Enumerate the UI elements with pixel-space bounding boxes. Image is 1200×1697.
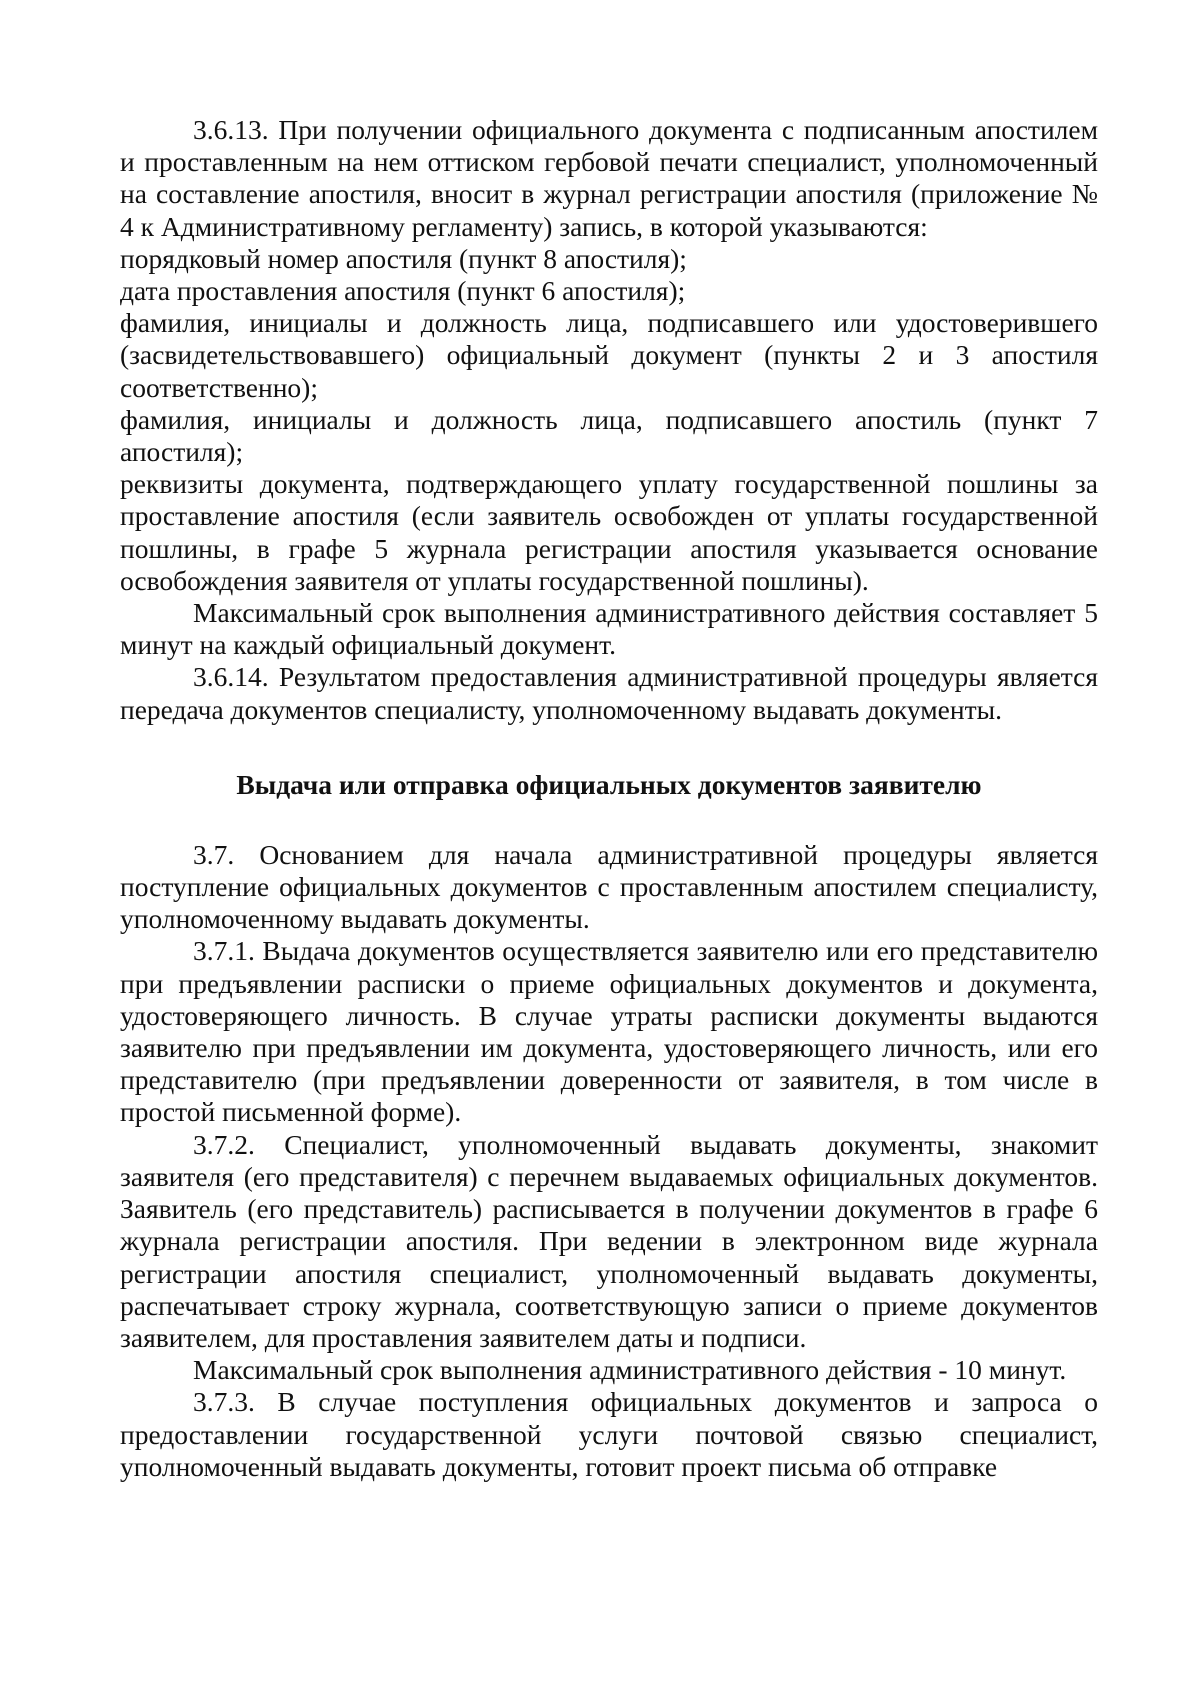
paragraph-max-time-5-min: Максимальный срок выполнения административного действия составляет 5 минут на каждый официальный документ. xyxy=(120,597,1098,661)
paragraph-max-time-10-min: Максимальный срок выполнения административного действия - 10 минут. xyxy=(193,1354,1067,1386)
document-page xyxy=(120,114,1098,1483)
paragraph-3-7-2: 3.7.2. Специалист, уполномоченный выдавать документы, знакомит заявителя (его представителя) с перечнем выдаваемых официальных документов. Заявитель (его представитель) расписывается в получении документов в графе 6 журнала регистрации апостиля. При ведении в электронном виде журнала регистрации апостиля специалист, уполномоченный выдавать документы, распечатывает строку журнала, соответствующую записи о приеме документов заявителем, для проставления заявителем даты и подписи. xyxy=(120,1128,1098,1353)
paragraph-3-7-3: 3.7.3. В случае поступления официальных документов и запроса о предоставлении государственной услуги почтовой связью специалист, уполномоченный выдавать документы, готовит проект письма об отправке xyxy=(120,1386,1098,1482)
list-item-apostille-date: дата проставления апостиля (пункт 6 апостиля); xyxy=(120,275,686,307)
section-heading: Выдача или отправка официальных документов заявителю xyxy=(236,768,982,800)
paragraph-3-7: 3.7. Основанием для начала административной процедуры является поступление официальных документов с проставленным апостилем специалисту, уполномоченному выдавать документы. xyxy=(120,838,1098,935)
list-item-signer-of-document: фамилия, инициалы и должность лица, подписавшего или удостоверившего (засвидетельствовавшего) официальный документ (пункты 2 и 3 апостиля соответственно); xyxy=(120,307,1098,403)
list-item-signer-of-apostille: фамилия, инициалы и должность лица, подписавшего апостиль (пункт 7 апостиля); xyxy=(120,403,1098,468)
paragraph-3-6-13: 3.6.13. При получении официального документа с подписанным апостилем и проставленным на нем оттиском гербовой печати специалист, уполномоченный на составление апостиля, вносит в журнал регистрации апостиля (приложение № 4 к Административному регламенту) запись, в которой указываются: xyxy=(120,114,1098,242)
list-item-apostille-number: порядковый номер апостиля (пункт 8 апостиля); xyxy=(120,242,687,274)
list-item-fee-payment-details: реквизиты документа, подтверждающего уплату государственной пошлины за проставление апостиля (если заявитель освобожден от уплаты государственной пошлины, в графе 5 журнала регистрации апостиля указывается основание освобождения заявителя от уплаты государственной пошлины). xyxy=(120,468,1098,596)
paragraph-3-7-1: 3.7.1. Выдача документов осуществляется заявителю или его представителю при предъявлении расписки о приеме официальных документов и документа, удостоверяющего личность. В случае утраты расписки документы выдаются заявителю при предъявлении им документа, удостоверяющего личность, или его представителю (при предъявлении доверенности от заявителя, в том числе в простой письменной форме). xyxy=(120,935,1098,1128)
paragraph-3-6-14: 3.6.14. Результатом предоставления административной процедуры является передача документов специалисту, уполномоченному выдавать документы. xyxy=(120,661,1098,725)
